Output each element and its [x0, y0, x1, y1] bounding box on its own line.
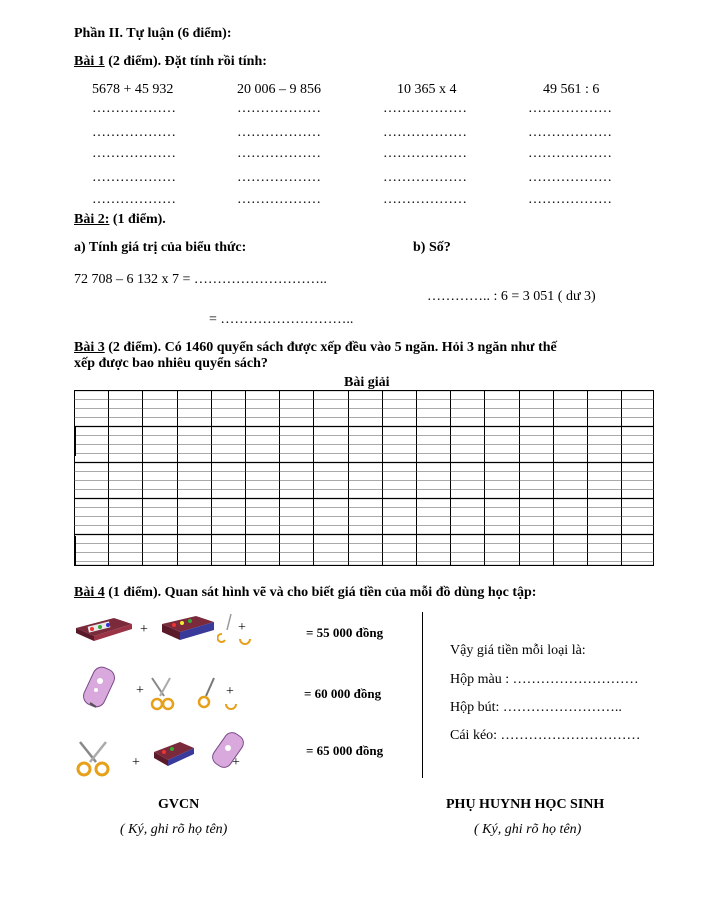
bai2-label: Bài 2: — [74, 212, 110, 227]
scissors-icon — [148, 676, 176, 712]
bai1-problem-2: 20 006 – 9 856 — [237, 82, 321, 97]
answer-dots: ……………… — [383, 170, 467, 185]
answer-dots: ……………… — [92, 101, 176, 116]
bai2-number-line: ………….. : 6 = 3 051 ( dư 3) — [427, 289, 596, 304]
bai4-text: (1 điểm). Quan sát hình vẽ và cho biết giá tiền của mỗi đồ dùng học tập: — [104, 585, 537, 600]
plus-sign: + — [226, 684, 234, 699]
solution-grid — [74, 390, 654, 566]
answer-dots: ……………… — [383, 192, 467, 207]
section-title: Phần II. Tự luận (6 điểm): — [74, 26, 232, 41]
pencil-case-icon — [82, 663, 116, 711]
answer-dots: ……………… — [237, 192, 321, 207]
total-3: = 65 000 đồng — [306, 743, 384, 758]
plus-sign: + — [136, 683, 144, 698]
bai1-problem-1: 5678 + 45 932 — [92, 82, 174, 97]
plus-sign: + — [132, 755, 140, 770]
crayon-box-icon — [152, 740, 196, 768]
bai4-heading — [74, 585, 536, 601]
answer-crayon-box: Hộp màu : ……………………… — [450, 672, 639, 687]
answer-dots: ……………… — [237, 125, 321, 140]
bai2-text: (1 điểm). — [109, 212, 166, 227]
answer-dots: ……………… — [528, 146, 612, 161]
crayon-box-icon — [74, 616, 134, 642]
total-1: = 55 000 đồng — [306, 625, 384, 640]
scissors-icon — [74, 740, 114, 778]
answer-dots: ……………… — [92, 125, 176, 140]
bai2-part-b: b) Số? — [413, 240, 451, 255]
divider-line — [422, 612, 423, 778]
bai2-expression-line1: 72 708 – 6 132 x 7 = ……………………….. — [74, 272, 327, 287]
bai3-text: (2 điểm). Có 1460 quyển sách được xếp đều vào 5 ngăn. Hỏi 3 ngăn như thế — [104, 340, 557, 355]
answer-dots: ……………… — [528, 192, 612, 207]
bai2-part-a: a) Tính giá trị của biểu thức: — [74, 240, 247, 255]
plus-sign: + — [238, 620, 246, 635]
crayon-box-icon — [160, 614, 216, 642]
answer-dots: ……………… — [92, 170, 176, 185]
answer-dots: ……………… — [383, 125, 467, 140]
answer-dots: ……………… — [92, 192, 176, 207]
signature-right-note: ( Ký, ghi rõ họ tên) — [474, 822, 582, 837]
bai3-label: Bài 3 — [74, 340, 105, 355]
answer-dots: ……………… — [237, 170, 321, 185]
signature-right-title: PHỤ HUYNH HỌC SINH — [446, 797, 605, 812]
answer-dots: ……………… — [528, 125, 612, 140]
bai1-problem-3: 10 365 x 4 — [397, 82, 457, 97]
answer-dots: ……………… — [383, 146, 467, 161]
answer-intro: Vậy giá tiền mỗi loại là: — [450, 643, 586, 658]
total-2: = 60 000 đồng — [304, 686, 382, 701]
bai1-label: Bài 1 — [74, 54, 105, 69]
bai3-solution-title: Bài giải — [344, 375, 390, 390]
answer-dots: ……………… — [383, 101, 467, 116]
scissors-icon — [238, 636, 252, 648]
answer-dots: ……………… — [528, 101, 612, 116]
answer-dots: ……………… — [528, 170, 612, 185]
bai2-heading — [74, 212, 166, 228]
signature-left-title: GVCN — [158, 797, 200, 812]
bai2-expression-line2: = ……………………….. — [209, 312, 354, 327]
answer-dots: ……………… — [237, 146, 321, 161]
answer-dots: ……………… — [92, 146, 176, 161]
plus-sign: + — [232, 755, 240, 770]
scissors-icon — [217, 612, 239, 648]
bai1-text: (2 điểm). Đặt tính rồi tính: — [104, 54, 267, 69]
scissors-icon — [224, 702, 238, 712]
answer-pencil-case: Hộp bút: …………………….. — [450, 700, 622, 715]
bai1-heading — [74, 54, 267, 70]
bai1-problem-4: 49 561 : 6 — [543, 82, 600, 97]
bai3-text-line2: xếp được bao nhiêu quyển sách? — [74, 356, 268, 371]
answer-dots: ……………… — [237, 101, 321, 116]
plus-sign: + — [140, 622, 148, 637]
bai3-heading — [74, 340, 557, 356]
scissors-icon — [196, 676, 220, 712]
answer-scissors: Cái kéo: ………………………… — [450, 728, 641, 743]
bai4-label: Bài 4 — [74, 585, 105, 600]
signature-left-note: ( Ký, ghi rõ họ tên) — [120, 822, 228, 837]
